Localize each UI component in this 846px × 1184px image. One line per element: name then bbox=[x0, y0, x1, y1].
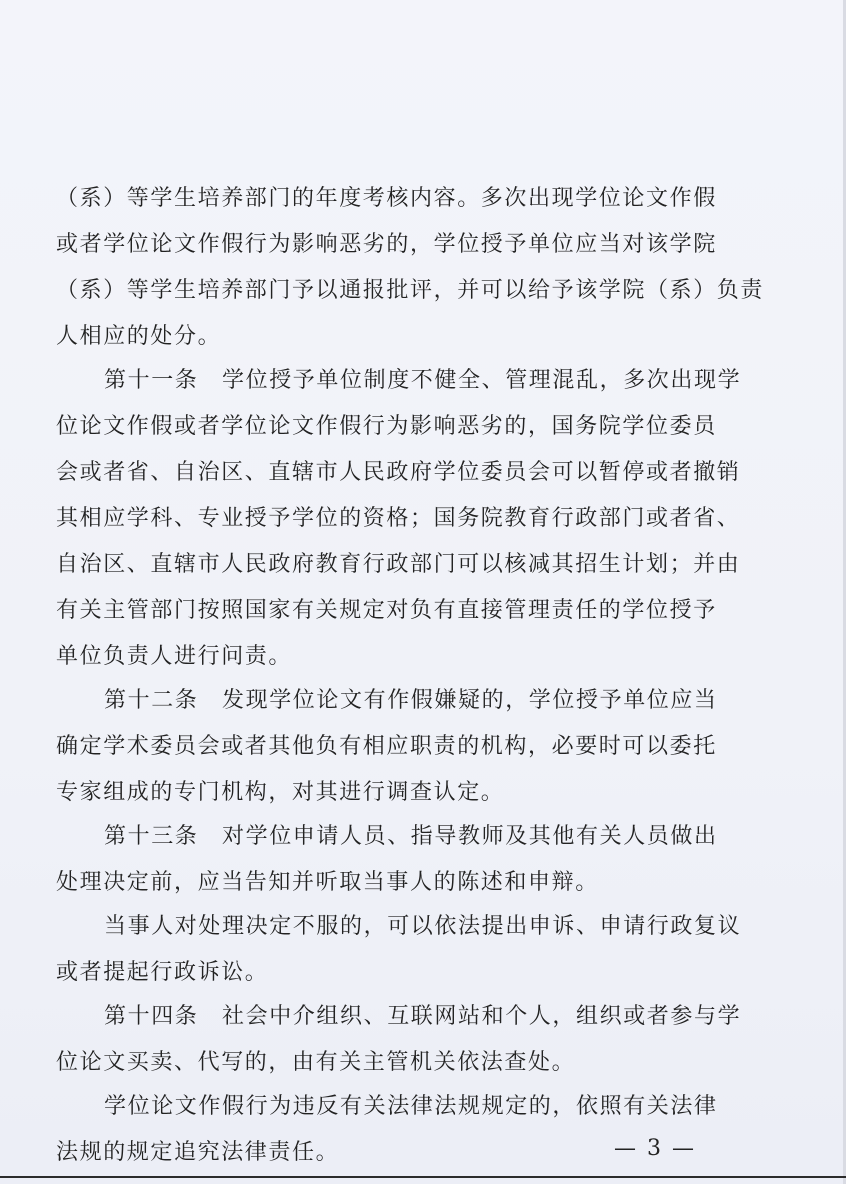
article-11-heading-line: 第十一条 学位授予单位制度不健全、管理混乱，多次出现学 bbox=[104, 368, 742, 393]
text-line: 学位论文作假行为违反有关法律法规规定的，依照有关法律 bbox=[104, 1094, 718, 1119]
text-line: （系）等学生培养部门的年度考核内容。多次出现学位论文作假 bbox=[56, 186, 717, 211]
text-line: 自治区、直辖市人民政府教育行政部门可以核减其招生计划；并由 bbox=[56, 552, 741, 577]
bottom-border-line bbox=[0, 1176, 846, 1178]
page-number: — 3 — bbox=[614, 1136, 696, 1161]
text-line: 法规的规定追究法律责任。 bbox=[56, 1140, 340, 1165]
text-line: 单位负责人进行问责。 bbox=[56, 644, 293, 669]
text-line: 或者学位论文作假行为影响恶劣的，学位授予单位应当对该学院 bbox=[56, 232, 717, 257]
article-12-heading-line: 第十二条 发现学位论文有作假嫌疑的，学位授予单位应当 bbox=[104, 688, 718, 713]
text-line: 或者提起行政诉讼。 bbox=[56, 960, 269, 985]
article-13-heading-line: 第十三条 对学位申请人员、指导教师及其他有关人员做出 bbox=[104, 824, 718, 849]
article-14-heading-line: 第十四条 社会中介组织、互联网站和个人，组织或者参与学 bbox=[104, 1004, 742, 1029]
text-line: 其相应学科、专业授予学位的资格；国务院教育行政部门或者省、 bbox=[56, 506, 741, 531]
text-line: 位论文买卖、代写的，由有关主管机关依法查处。 bbox=[56, 1050, 576, 1075]
text-line: 人相应的处分。 bbox=[56, 324, 222, 349]
text-line: 处理决定前，应当告知并听取当事人的陈述和申辩。 bbox=[56, 870, 599, 895]
text-line: 会或者省、自治区、直辖市人民政府学位委员会可以暂停或者撤销 bbox=[56, 460, 741, 485]
text-line: （系）等学生培养部门予以通报批评，并可以给予该学院（系）负责 bbox=[56, 278, 765, 303]
text-line: 当事人对处理决定不服的，可以依法提出申诉、申请行政复议 bbox=[104, 914, 742, 939]
text-line: 确定学术委员会或者其他负有相应职责的机构，必要时可以委托 bbox=[56, 734, 717, 759]
text-line: 专家组成的专门机构，对其进行调查认定。 bbox=[56, 780, 505, 805]
text-line: 有关主管部门按照国家有关规定对负有直接管理责任的学位授予 bbox=[56, 598, 717, 623]
text-line: 位论文作假或者学位论文作假行为影响恶劣的，国务院学位委员 bbox=[56, 414, 717, 439]
